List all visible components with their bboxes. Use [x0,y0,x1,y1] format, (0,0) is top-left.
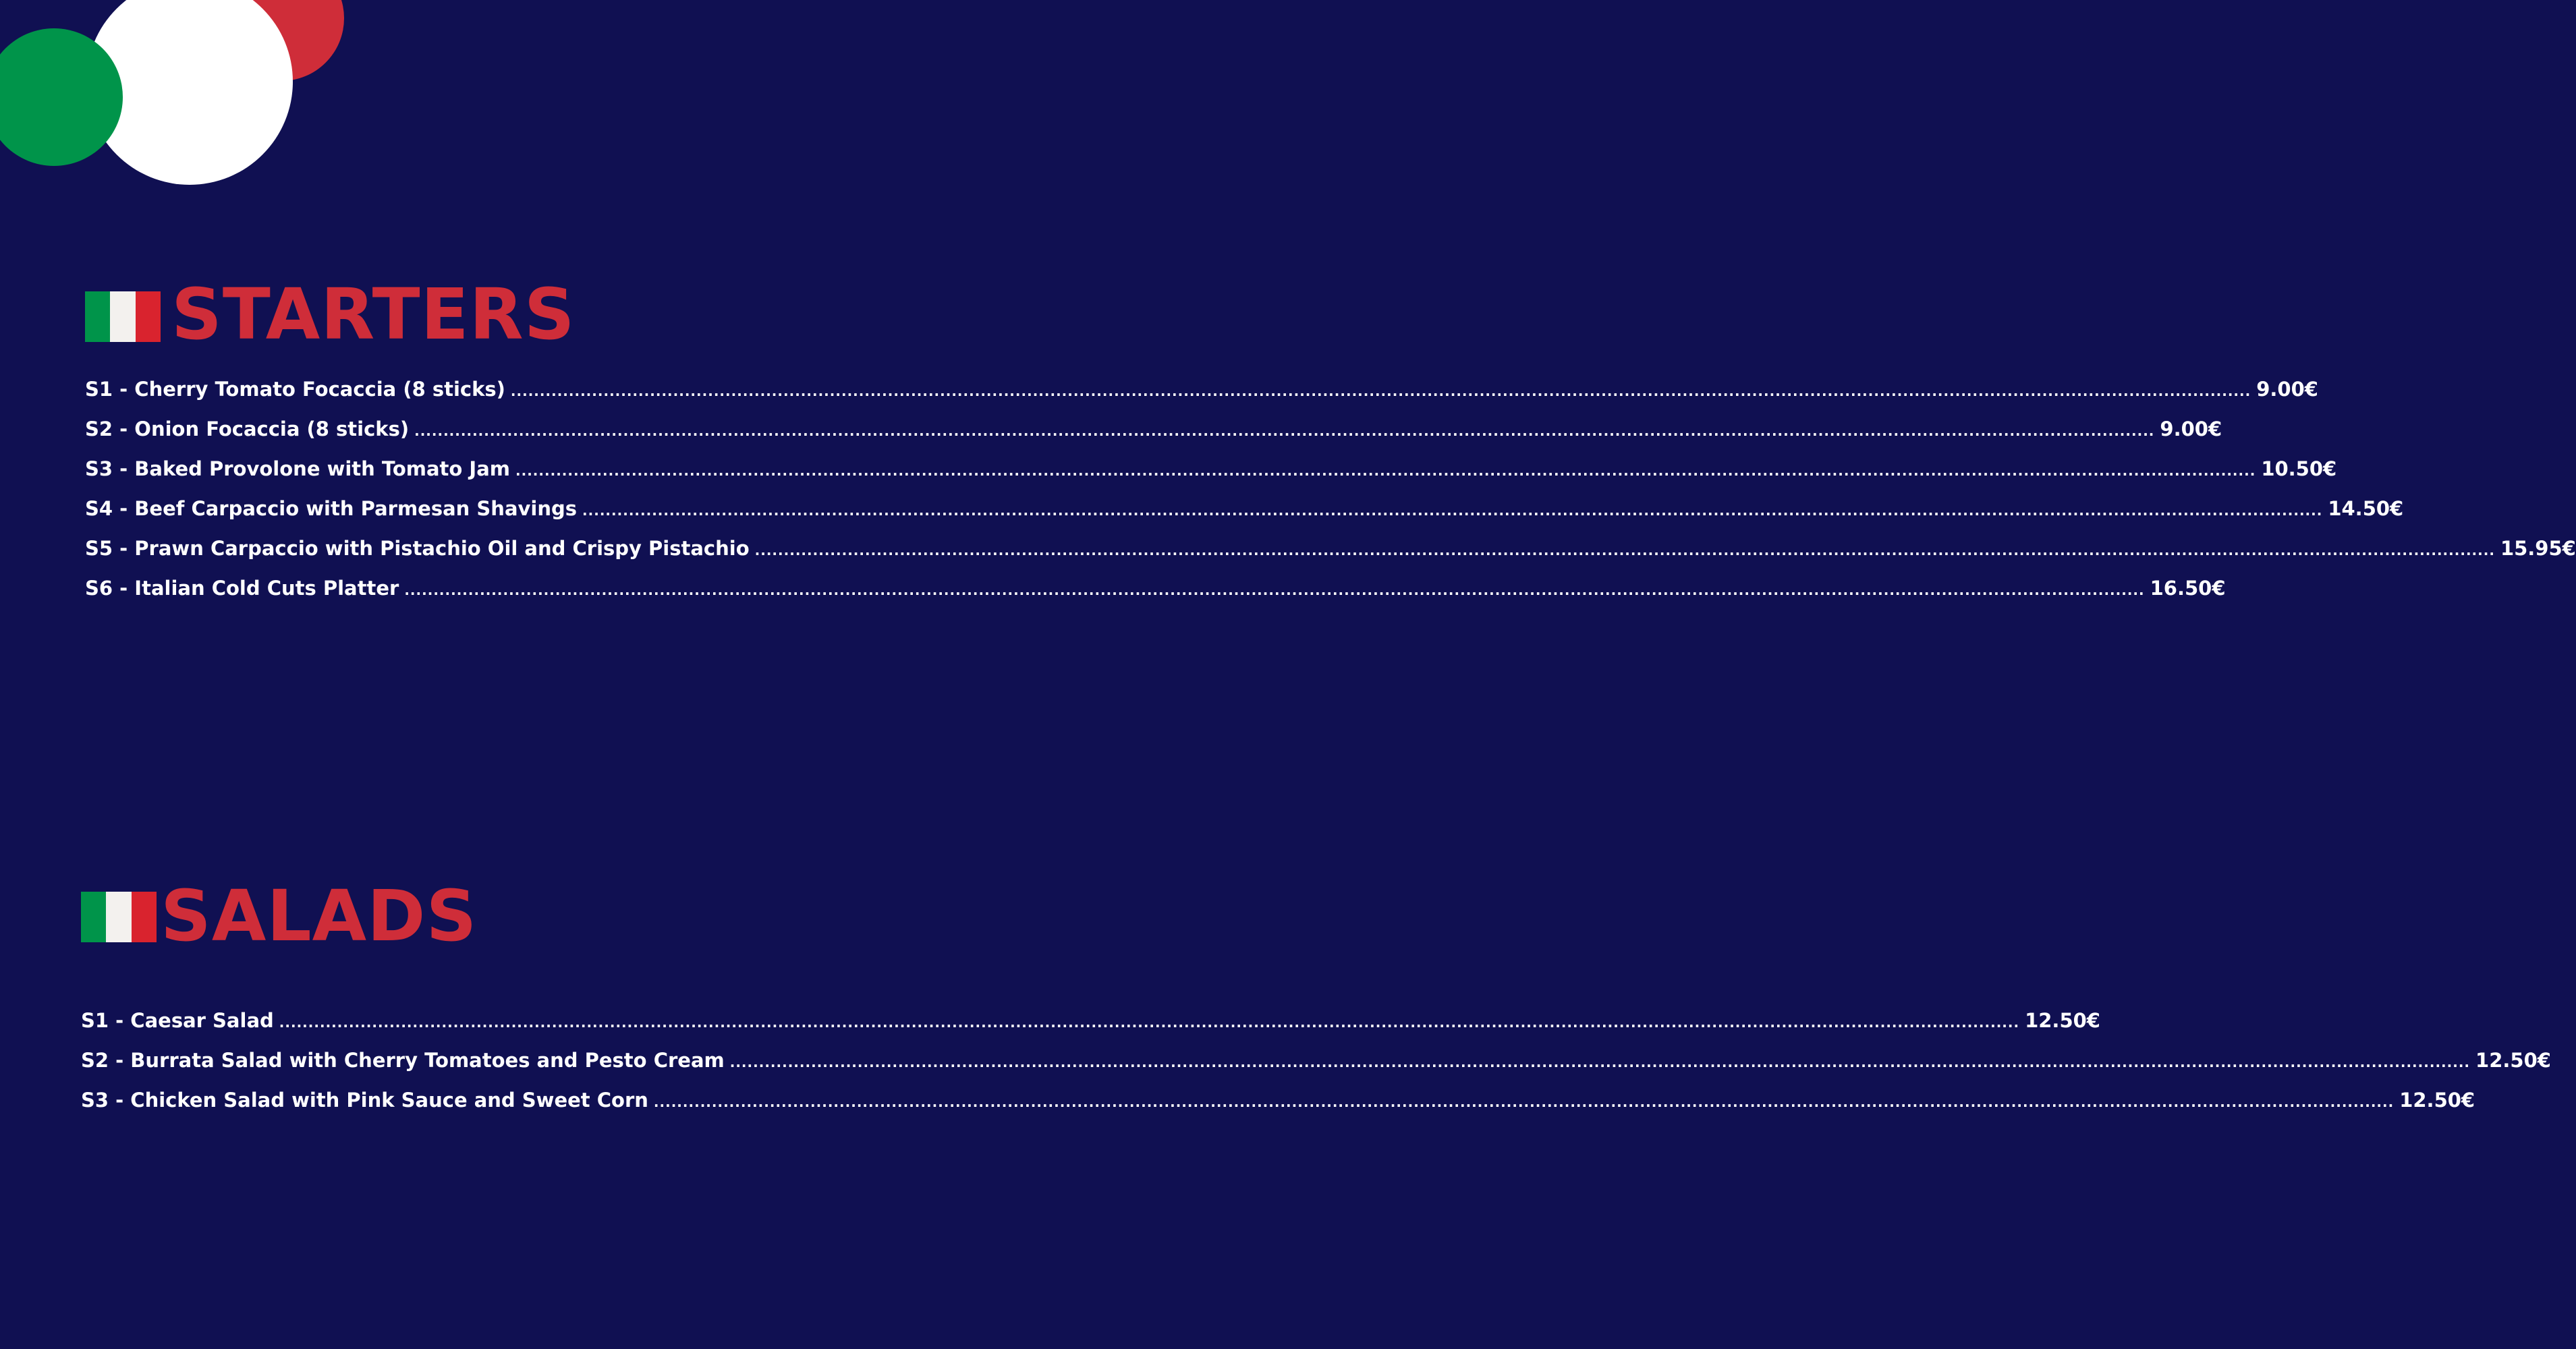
salads-list [81,1009,2551,1128]
item-name: S5 - Prawn Carpaccio with Pistachio Oil and Crispy Pistachio [85,537,750,560]
starters-title: STARTERS [171,273,576,355]
item-price: 10.50€ [2261,457,2337,480]
list-item [85,577,2226,616]
item-price: 12.50€ [2475,1049,2551,1072]
item-price: 9.00€ [2160,418,2222,440]
item-price: 14.50€ [2328,497,2404,520]
dot-leader: ............................................................................................................................................................................................................................................................................................................ [279,1014,2020,1031]
italian-flag-icon [81,892,157,942]
salads-title: SALADS [161,875,478,957]
item-name: S1 - Cherry Tomato Focaccia (8 sticks) [85,378,505,401]
list-item [85,457,2337,497]
item-name: S2 - Onion Focaccia (8 sticks) [85,418,410,440]
item-name: S6 - Italian Cold Cuts Platter [85,577,399,600]
list-item [85,378,2318,418]
list-item [85,497,2404,537]
dot-leader: ............................................................................................................................................................................................................................................................................................................ [754,542,2495,558]
dot-leader: ............................................................................................................................................................................................................................................................................................................ [729,1054,2471,1070]
item-name: S3 - Chicken Salad with Pink Sauce and Sweet Corn [81,1089,648,1112]
item-price: 12.50€ [2399,1089,2475,1112]
list-item [81,1009,2100,1049]
starters-list [85,378,2576,616]
item-name: S1 - Caesar Salad [81,1009,274,1032]
item-price: 9.00€ [2256,378,2318,401]
item-price: 16.50€ [2150,577,2226,600]
list-item [85,537,2576,577]
list-item [81,1049,2551,1089]
italian-flag-icon [85,291,161,342]
item-price: 12.50€ [2025,1009,2100,1032]
dot-leader: ............................................................................................................................................................................................................................................................................................................ [510,383,2251,399]
list-item [81,1089,2475,1128]
item-name: S4 - Beef Carpaccio with Parmesan Shavings [85,497,578,520]
dot-leader: ............................................................................................................................................................................................................................................................................................................ [414,423,2155,439]
list-item [85,418,2222,457]
dot-leader: ............................................................................................................................................................................................................................................................................................................ [582,503,2323,519]
item-name: S2 - Burrata Salad with Cherry Tomatoes and Pesto Cream [81,1049,725,1072]
item-name: S3 - Baked Provolone with Tomato Jam [85,457,511,480]
dot-leader: ............................................................................................................................................................................................................................................................................................................ [404,582,2145,598]
dot-leader: ............................................................................................................................................................................................................................................................................................................ [653,1094,2395,1110]
item-price: 15.95€ [2500,537,2576,560]
dot-leader: ............................................................................................................................................................................................................................................................................................................ [515,463,2256,479]
